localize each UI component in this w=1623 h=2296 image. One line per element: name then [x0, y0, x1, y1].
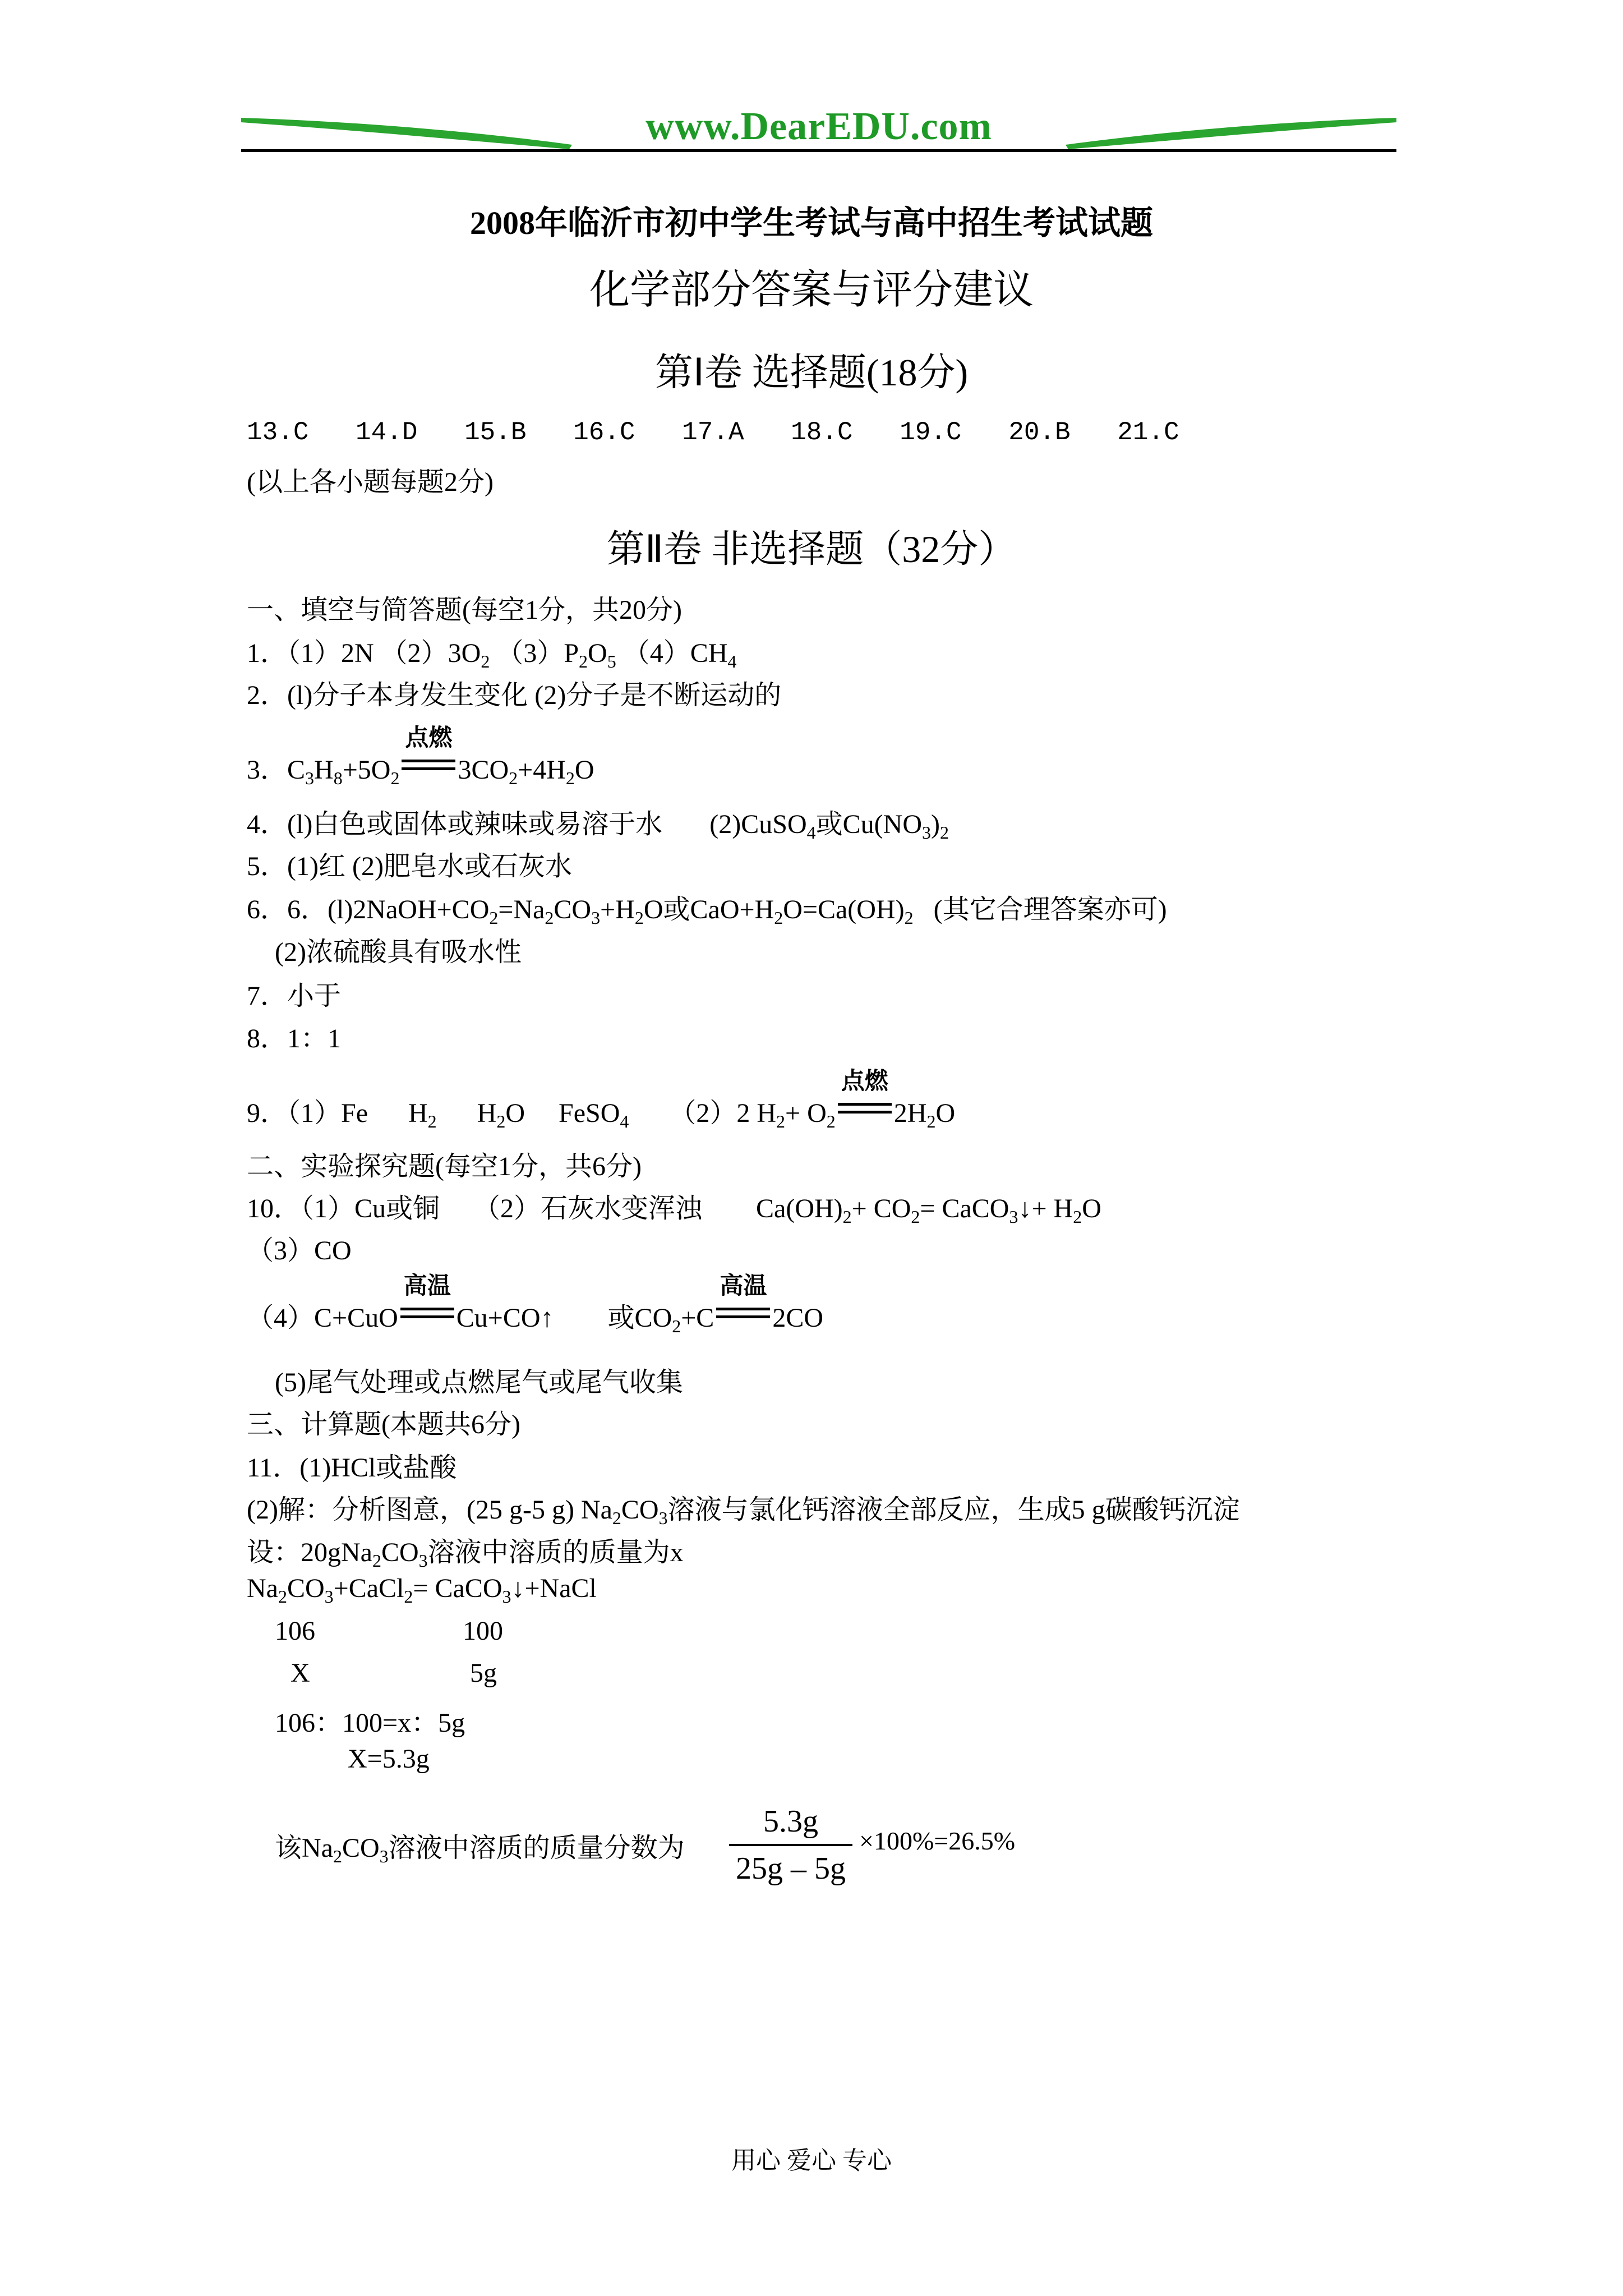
calc-mass-106: 106 — [275, 1616, 315, 1646]
answer-q11-part2: (2)解：分析图意，(25 g-5 g) $Na_2CO_3$溶液与氯化钙溶液全部反应，生成5 g碳酸钙沉淀 — [247, 1495, 1240, 1528]
mc-answers — [247, 418, 1211, 447]
answer-q11-part1: 11．(1)HCl或盐酸 — [247, 1453, 457, 1483]
answer-q8: 8．1：1 — [247, 1024, 342, 1053]
calc-fraction — [729, 1803, 852, 1887]
answer-q10-part3: （3）CO — [247, 1236, 352, 1266]
mc-note: (以上各小题每题2分) — [247, 467, 494, 497]
reaction-condition: 点燃 — [836, 1095, 894, 1122]
answer-q6: 6．6．$(l)2NaOH+CO_2=Na_2CO_3+H_2O$或$CaO+H_2O=Ca(OH)_2$ (其它合理答案亦可) — [247, 895, 1167, 928]
reaction-condition: 高温 — [714, 1300, 772, 1327]
answer-q3: 3．$C_3H_8+5O_2$ 点燃 $3CO_2+4H_2O$ — [247, 724, 594, 788]
section2-title: 二、实验探究题(每空1分，共6分) — [247, 1152, 642, 1181]
section1-title: 一、填空与简答题(每空1分，共20分) — [247, 595, 682, 625]
mc-answer: 18.C — [791, 418, 853, 447]
calc-ratio: 106：100=x：5g — [275, 1708, 465, 1738]
section3-title: 三、计算题(本题共6分) — [247, 1410, 520, 1439]
reaction-condition: 高温 — [398, 1300, 457, 1327]
calc-assume: 设：$20gNa_2CO_3$溶液中溶质的质量为x — [247, 1538, 684, 1571]
calc-percent-label: 该$Na_2CO_3$溶液中溶质的质量分数为 — [275, 1833, 685, 1866]
calc-result: X=5.3g — [348, 1744, 430, 1774]
fraction-numerator: 5.3g — [729, 1803, 852, 1846]
answer-q10: 10．（1）Cu或铜 （2）石灰水变浑浊 $Ca(OH)_2+ CO_2=$ CaCO$_3$↓+ $H_2O$ — [247, 1194, 1101, 1227]
mc-answer: 15.B — [464, 418, 527, 447]
answer-q9: 9．（1）Fe $H_2$ $H_2O$ FeSO$_4$ （2）2 $H_2+ O_2$ 点燃 $2H_2O$ — [247, 1067, 956, 1131]
answer-q10-part5: (5)尾气处理或点燃尾气或尾气收集 — [275, 1368, 683, 1397]
answer-q2: 2．(l)分子本身发生变化 (2)分子是不断运动的 — [247, 680, 782, 710]
calc-mass-100: 100 — [463, 1616, 503, 1646]
answer-q5: 5．(1)红 (2)肥皂水或石灰水 — [247, 852, 572, 881]
answer-q10-part4: （4）C+CuO 高温 Cu+CO↑ 或$CO_2+C$ 高温 2CO — [247, 1272, 824, 1336]
mc-answer: 19.C — [900, 418, 962, 447]
page-footer: 用心 爱心 专心 — [731, 2147, 892, 2174]
answer-q7: 7．小于 — [247, 981, 342, 1011]
mc-answer: 21.C — [1117, 418, 1179, 447]
answer-q6-part2: (2)浓硫酸具有吸水性 — [275, 937, 522, 967]
page-subtitle: 化学部分答案与评分建议 — [589, 268, 1034, 312]
calc-percent-result: ×100%=26.5% — [859, 1826, 1016, 1855]
mc-answer: 20.B — [1008, 418, 1071, 447]
part2-heading: 第Ⅱ卷 非选择题（32分） — [606, 528, 1017, 570]
reaction-condition: 点燃 — [399, 752, 458, 779]
calc-unknown-x: X — [291, 1658, 310, 1688]
page-title: 2008年临沂市初中学生考试与高中招生考试试题 — [469, 205, 1153, 241]
mc-answer: 14.D — [356, 418, 418, 447]
site-banner — [241, 101, 1396, 163]
calc-known-5g: 5g — [470, 1658, 497, 1688]
calc-equation: $Na_2CO_3+CaCl_2=$ CaCO$_3$↓+NaCl — [247, 1573, 597, 1607]
part1-heading: 第Ⅰ卷 选择题(18分) — [654, 351, 969, 394]
mc-answer: 16.C — [573, 418, 635, 447]
fraction-denominator: 25g – 5g — [736, 1851, 846, 1886]
mc-answer: 17.A — [682, 418, 744, 447]
answer-q4: 4．(l)白色或固体或辣味或易溶于水 (2)CuSO$_4$或$Cu(NO_3)_2$ — [247, 809, 949, 843]
answer-q1: 1．（1）2N $(2)3O_2$ $(3)P_2O_5$ $(4)CH_4$ — [247, 638, 737, 671]
site-logo-text: www.DearEDU.com — [645, 105, 992, 148]
mc-answer: 13.C — [247, 418, 309, 447]
